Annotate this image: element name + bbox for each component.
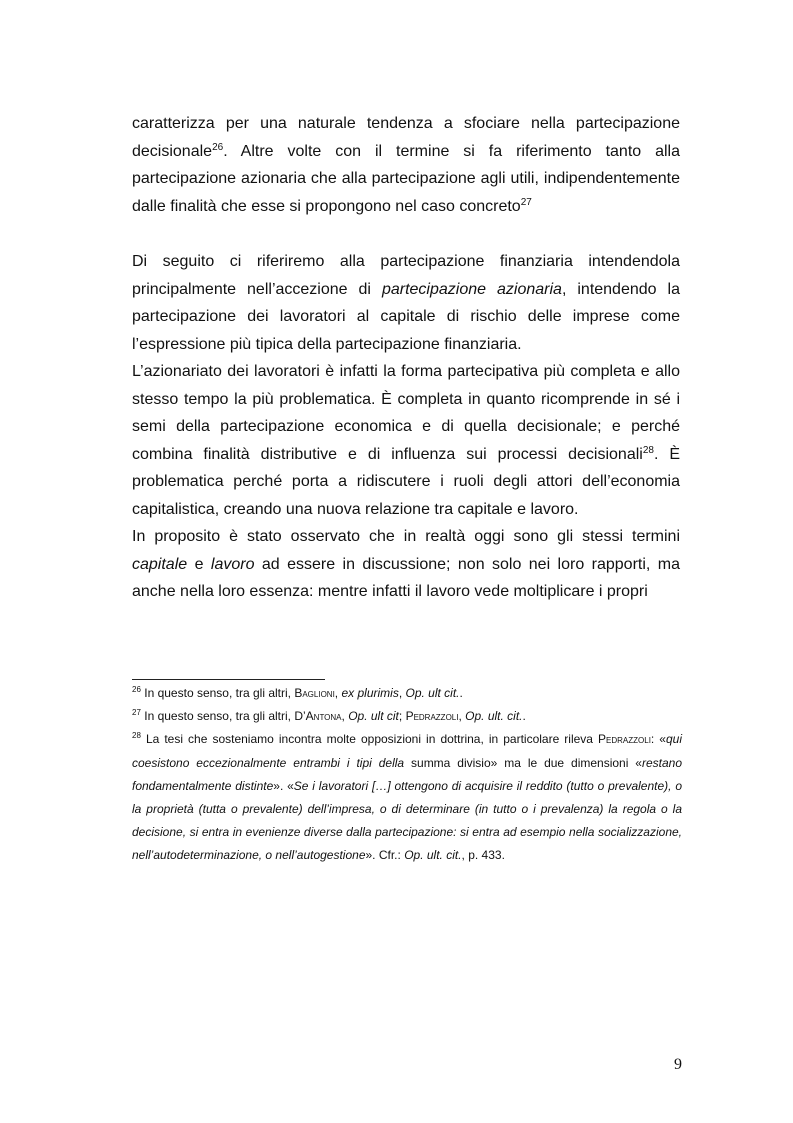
footnote-ref-27[interactable]: 27 (520, 196, 532, 208)
text-run: In questo senso, tra gli altri, (140, 686, 295, 700)
emphasis: Op. ult cit. (405, 686, 460, 700)
text-run: , (334, 686, 342, 700)
text-run: In proposito è stato osservato che in realtà oggi sono gli stessi termini (132, 528, 680, 545)
text-run: ». Cfr.: (365, 848, 405, 863)
text-run: , (398, 686, 406, 700)
paragraph-employee-shareholding (132, 358, 680, 523)
emphasis: lavoro (210, 555, 255, 573)
emphasis: qui coesistono eccezionalmente entrambi i tipi della (132, 732, 682, 770)
footnote-number: 28 (132, 731, 141, 741)
page-number: 9 (674, 1056, 682, 1073)
footnote-ref-28[interactable]: 28 (642, 444, 654, 456)
footnote-26 (132, 682, 682, 705)
text-run: . Altre volte con il termine si fa riferimento tanto alla partecipazione azionaria che alla partecipazione agli utili, indipendentemente dalle finalità che esse si propongono nel caso concreto (132, 142, 680, 215)
text-run: e (187, 555, 211, 573)
text-run: . È problematica perché porta a ridiscutere i ruoli degli attori dell’economia capitalistica, creando una nuova relazione tra capitale e lavoro. (132, 445, 681, 518)
footnotes (132, 682, 682, 868)
footnote-27 (132, 705, 682, 728)
paragraph-capital-labour (132, 523, 680, 606)
emphasis: Se i lavoratori […] ottengono di acquisire il reddito (tutto o prevalente), o la proprietà (tutta o prevalente) dell’impresa, o di determinare (in tutto o i prevalenza) la regola o la decisione, si entra in evenienze diverse dalla partecipazione: si entra ad esempio nella socializzazione, nell’autodeterminazione, o nell’autogestione (132, 778, 682, 863)
author-name: Baglioni (294, 686, 335, 700)
text-run: summa divisio» ma le due dimensioni « (404, 755, 642, 770)
author-name: Pedrazzoli (405, 709, 459, 724)
footnote-number: 26 (132, 685, 141, 694)
footnote-separator (132, 679, 325, 680)
text-run: : « (650, 732, 666, 747)
text-run: , (341, 709, 349, 724)
paragraph-financial-participation (132, 248, 680, 358)
text-run: , p. 433. (461, 848, 505, 863)
text-run: ; (398, 709, 406, 724)
emphasis: ex plurimis (341, 686, 399, 700)
main-body (132, 248, 680, 606)
emphasis: partecipazione azionaria (381, 280, 562, 298)
footnote-number: 27 (132, 708, 141, 718)
text-run: . (459, 686, 463, 700)
emphasis: restano fondamentalmente distinte (132, 755, 683, 793)
author-name: Pedrazzoli (598, 732, 651, 747)
footnote-28 (132, 728, 682, 867)
emphasis: Op. ult. cit. (465, 709, 523, 724)
paragraph-continuation (132, 110, 680, 220)
author-name: D’Antona (294, 709, 342, 724)
text-run: La tesi che sosteniamo incontra molte opposizioni in dottrina, in particolare rileva (140, 732, 599, 747)
text-run: ». « (273, 778, 294, 793)
text-run: , (458, 709, 466, 724)
text-run: In questo senso, tra gli altri, (140, 709, 295, 724)
text-run: L’azionariato dei lavoratori è infatti la forma partecipativa più completa e allo stesso tempo la più problematica. È completa in quanto ricomprende in sé i semi della partecipazione economica e di quella decisionale; e perché combina finalità distributive e di influenza sui processi decisionali (132, 363, 680, 463)
emphasis: Op. ult. cit. (404, 848, 462, 863)
text-run: ad essere in discussione; non solo nei loro rapporti, ma anche nella loro essenza: mentre infatti il lavoro vede moltiplicare i propri (132, 555, 680, 600)
text-run: . (522, 709, 526, 724)
footnote-ref-26[interactable]: 26 (212, 141, 224, 153)
text-run: Di seguito ci riferiremo alla partecipazione finanziaria intendendola principalmente nell’accezione di (132, 253, 680, 298)
emphasis: capitale (132, 555, 188, 573)
emphasis: Op. ult cit (348, 709, 399, 724)
text-run: caratterizza per una naturale tendenza a sfociare nella partecipazione decisionale (132, 115, 680, 160)
text-run: , intendendo la partecipazione dei lavoratori al capitale di rischio delle imprese come l’espressione più tipica della partecipazione finanziaria. (132, 280, 680, 353)
